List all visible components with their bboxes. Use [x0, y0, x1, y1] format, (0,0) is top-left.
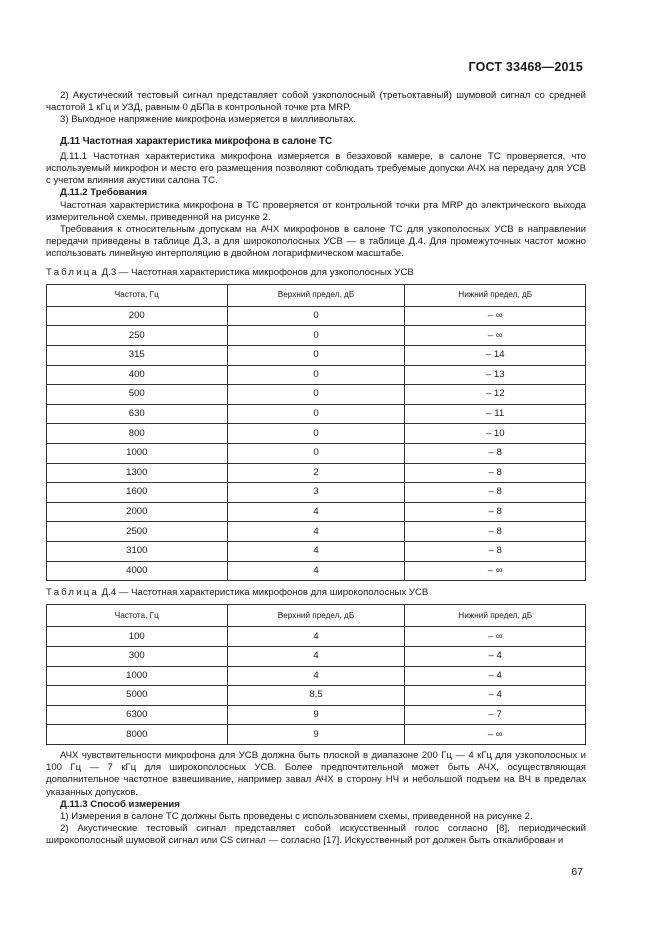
- table-header-row: [47, 284, 586, 306]
- table-row: [47, 561, 586, 581]
- table-row: [47, 541, 586, 561]
- cell-lower: – ∞: [405, 627, 586, 647]
- cell-lower: – ∞: [405, 326, 586, 346]
- cell-frequency: 800: [47, 424, 228, 444]
- cell-frequency: 6300: [47, 705, 228, 725]
- cell-upper: 0: [227, 326, 405, 346]
- table-d4-caption-title: Д.4 — Частотная характеристика микрофонов для широкополосных УСВ: [99, 587, 429, 599]
- cell-upper: 2: [227, 463, 405, 483]
- cell-lower: – 8: [405, 483, 586, 503]
- table-row: [47, 404, 586, 424]
- table-row: [47, 705, 586, 725]
- cell-frequency: 500: [47, 385, 228, 405]
- table-row: [47, 424, 586, 444]
- table-row: [47, 686, 586, 706]
- cell-lower: – 8: [405, 522, 586, 542]
- cell-lower: – 12: [405, 385, 586, 405]
- cell-frequency: 5000: [47, 686, 228, 706]
- cell-frequency: 630: [47, 404, 228, 424]
- paragraph-sensitivity: АЧХ чувствительности микрофона для УСВ должна быть плоской в диапазоне 200 Гц — 4 кГц для узкополосных и 100 Гц — 7 кГц для широкополосных УСВ. Более предпочтительной может быть АЧХ, осуществляющая дополнительное частотное взвешивание, например завал АЧХ в сторону НЧ и небольшой подъем на ВЧ в пределах указанных допусков.: [46, 749, 586, 798]
- cell-lower: – 11: [405, 404, 586, 424]
- cell-frequency: 1600: [47, 483, 228, 503]
- cell-lower: – 4: [405, 666, 586, 686]
- table-row: [47, 306, 586, 326]
- column-header-upper-limit: Верхний предел, дБ: [227, 605, 405, 627]
- paragraph-tolerances: Требования к относительным допускам на АЧХ микрофонов в салоне ТС для узкополосных УСВ в направлении передачи приведены в таблице Д.3, а для широкополосных УСВ — в таблице Д.4. Для промежуточных частот можно использовать линейную интерполяцию в двойном логарифмическом масштабе.: [46, 224, 586, 260]
- table-row: [47, 666, 586, 686]
- column-header-lower-limit: Нижний предел, дБ: [405, 284, 586, 306]
- section-heading-d112: Д.11.2 Требования: [60, 187, 148, 199]
- table-d3-caption-title: Д.3 — Частотная характеристика микрофонов для узкополосных УСВ: [99, 266, 414, 278]
- cell-lower: – ∞: [405, 561, 586, 581]
- table-d4: [46, 604, 586, 745]
- table-header-row: [47, 605, 586, 627]
- cell-lower: – 14: [405, 346, 586, 366]
- cell-lower: – 4: [405, 646, 586, 666]
- cell-frequency: 1300: [47, 463, 228, 483]
- cell-upper: 8,5: [227, 686, 405, 706]
- cell-lower: – ∞: [405, 306, 586, 326]
- page-content: [46, 90, 586, 848]
- cell-upper: 4: [227, 561, 405, 581]
- cell-lower: – ∞: [405, 725, 586, 745]
- table-row: [47, 326, 586, 346]
- cell-frequency: 1000: [47, 444, 228, 464]
- paragraph-frequency-check: Частотная характеристика микрофона в ТС проверяется от контрольной точки рта MRP до электрического выхода измерительной схемы, приведенной на рисунке 2.: [46, 199, 586, 223]
- cell-upper: 4: [227, 646, 405, 666]
- table-row: [47, 444, 586, 464]
- cell-frequency: 2500: [47, 522, 228, 542]
- paragraph-measurement-setup: 1) Измерения в салоне ТС должны быть проведены с использованием схемы, приведенной на рисунке 2.: [60, 810, 533, 822]
- cell-frequency: 100: [47, 627, 228, 647]
- page-number: 67: [571, 866, 583, 878]
- column-header-frequency: Частота, Гц: [47, 284, 228, 306]
- cell-lower: – 8: [405, 541, 586, 561]
- table-d3-caption-word: Таблица: [46, 266, 100, 278]
- cell-frequency: 400: [47, 365, 228, 385]
- table-row: [47, 725, 586, 745]
- section-heading-d113: Д.11.3 Способ измерения: [60, 798, 180, 810]
- cell-upper: 9: [227, 725, 405, 745]
- table-row: [47, 483, 586, 503]
- table-row: [47, 463, 586, 483]
- table-d4-caption: [46, 587, 586, 599]
- column-header-frequency: Частота, Гц: [47, 605, 228, 627]
- cell-upper: 0: [227, 404, 405, 424]
- standard-number: ГОСТ 33468—2015: [468, 60, 583, 74]
- paragraph-output-voltage: 3) Выходное напряжение микрофона измеряется в милливольтах.: [60, 114, 356, 126]
- table-d4-caption-word: Таблица: [46, 587, 100, 599]
- paragraph-acoustic-signal: 2) Акустические тестовый сигнал представляет собой искусственный голос согласно [8], периодический широкополосный шумовой сигнал или CS сигнал — согласно [17]. Искусственный рот должен быть откалиброван и: [46, 823, 586, 847]
- column-header-lower-limit: Нижний предел, дБ: [405, 605, 586, 627]
- table-row: [47, 646, 586, 666]
- cell-frequency: 2000: [47, 502, 228, 522]
- cell-frequency: 8000: [47, 725, 228, 745]
- cell-frequency: 315: [47, 346, 228, 366]
- cell-lower: – 7: [405, 705, 586, 725]
- cell-lower: – 8: [405, 463, 586, 483]
- cell-upper: 0: [227, 346, 405, 366]
- table-row: [47, 502, 586, 522]
- cell-frequency: 1000: [47, 666, 228, 686]
- section-heading-d11: Д.11 Частотная характеристика микрофона в салоне ТС: [60, 135, 333, 147]
- table-row: [47, 627, 586, 647]
- column-header-upper-limit: Верхний предел, дБ: [227, 284, 405, 306]
- table-row: [47, 365, 586, 385]
- cell-lower: – 4: [405, 686, 586, 706]
- cell-lower: – 8: [405, 502, 586, 522]
- cell-upper: 4: [227, 502, 405, 522]
- paragraph-d111: Д.11.1 Частотная характеристика микрофона измеряется в безэховой камере, в салоне ТС проверяется, что используемый микрофон и место его размещения позволяют соблюдать требуемые допуски АЧХ на передачу для УСВ с учетом влияния акустики салона ТС.: [46, 150, 586, 187]
- cell-frequency: 300: [47, 646, 228, 666]
- cell-upper: 0: [227, 444, 405, 464]
- cell-upper: 4: [227, 627, 405, 647]
- cell-frequency: 200: [47, 306, 228, 326]
- cell-frequency: 3100: [47, 541, 228, 561]
- cell-lower: – 10: [405, 424, 586, 444]
- cell-upper: 9: [227, 705, 405, 725]
- table-row: [47, 522, 586, 542]
- cell-frequency: 250: [47, 326, 228, 346]
- cell-upper: 0: [227, 424, 405, 444]
- paragraph-test-signal: 2) Акустический тестовый сигнал представляет собой узкополосный (третьоктавный) шумовой сигнал со средней частотой 1 кГц и УЗД, равным 0 дБПа в контрольной точке рта MRP.: [46, 90, 586, 114]
- cell-upper: 4: [227, 666, 405, 686]
- cell-upper: 3: [227, 483, 405, 503]
- table-row: [47, 346, 586, 366]
- cell-lower: – 13: [405, 365, 586, 385]
- cell-upper: 0: [227, 306, 405, 326]
- table-d3-caption: [46, 267, 586, 279]
- cell-upper: 0: [227, 365, 405, 385]
- cell-upper: 4: [227, 541, 405, 561]
- cell-upper: 4: [227, 522, 405, 542]
- cell-upper: 0: [227, 385, 405, 405]
- cell-frequency: 4000: [47, 561, 228, 581]
- table-d3: [46, 284, 586, 581]
- cell-lower: – 8: [405, 444, 586, 464]
- table-row: [47, 385, 586, 405]
